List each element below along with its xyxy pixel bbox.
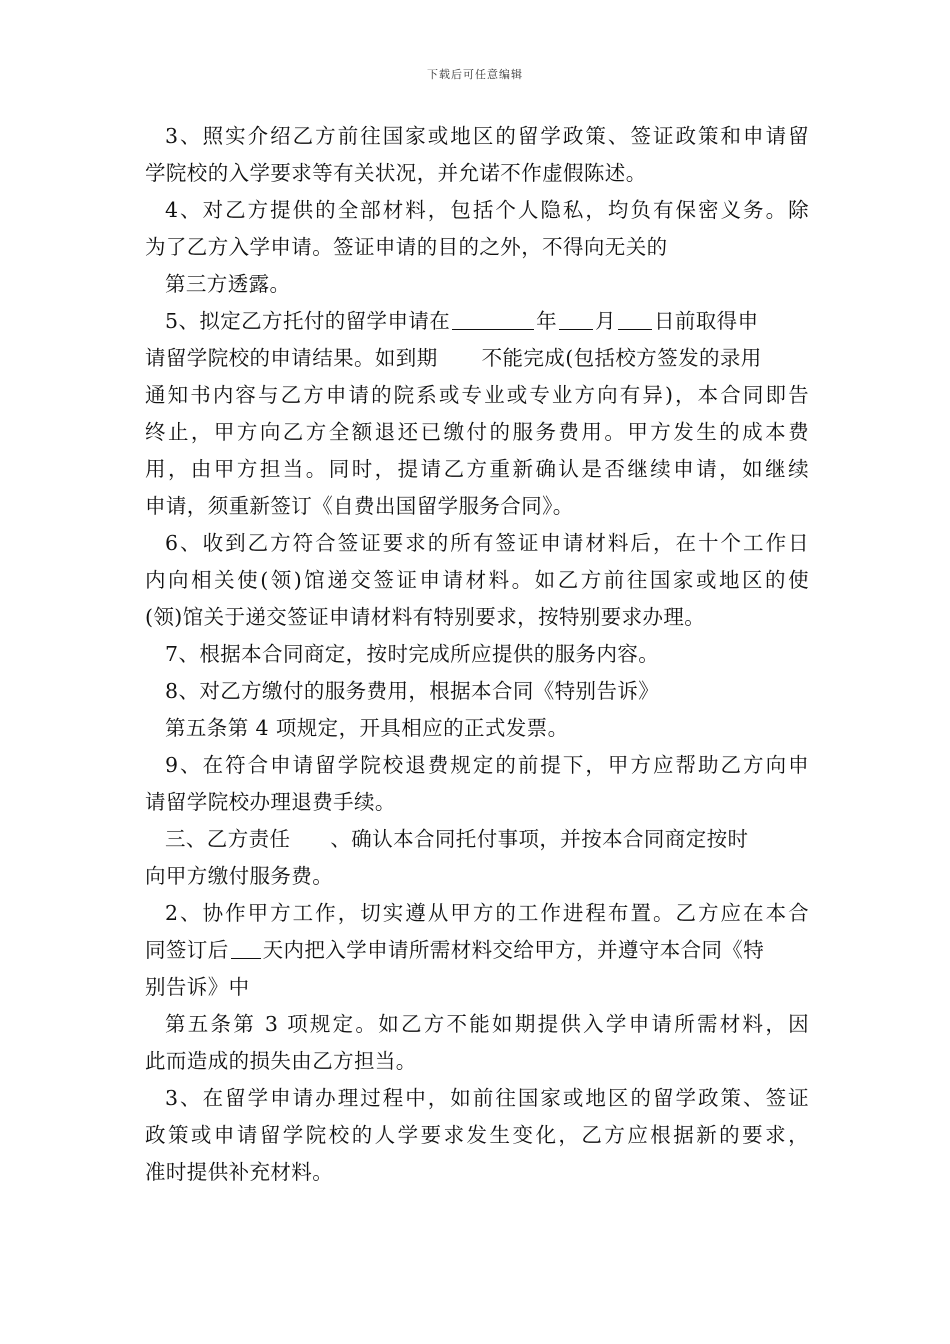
blank-field-days[interactable]	[231, 938, 261, 959]
text-segment: 同签订后	[145, 938, 229, 962]
text-line: 用，由甲方担当。同时，提请乙方重新确认是否继续申请，如继续	[145, 457, 809, 481]
blank-field-year[interactable]	[452, 309, 534, 330]
text-line: 申请，须重新签订《自费出国留学服务合同》。	[145, 494, 574, 518]
text-line: 第五条第 4 项规定，开具相应的正式发票。	[165, 716, 569, 740]
text-line: 3、在留学申请办理过程中，如前往国家或地区的留学政策、签证	[165, 1086, 809, 1110]
text-line: (领)馆关于递交签证申请材料有特别要求，按特别要求办理。	[145, 605, 706, 629]
text-segment: 5、拟定乙方托付的留学申请在	[165, 309, 451, 333]
text-line: 通知书内容与乙方申请的院系或专业或专业方向有异)，本合同即告	[145, 383, 809, 407]
text-line: 4、对乙方提供的全部材料，包括个人隐私，均负有保密义务。除	[165, 198, 809, 222]
text-line: 内向相关使(领)馆递交签证申请材料。如乙方前往国家或地区的使	[145, 568, 809, 592]
blank-field-month[interactable]	[559, 309, 593, 330]
text-line: 学院校的入学要求等有关状况，并允诺不作虚假陈述。	[145, 161, 647, 185]
text-line: 向甲方缴付服务费。	[145, 864, 334, 888]
text-line: 2、协作甲方工作，切实遵从甲方的工作进程布置。乙方应在本合	[165, 901, 809, 925]
text-line: 此而造成的损失由乙方担当。	[145, 1049, 417, 1073]
blank-field-day[interactable]	[618, 309, 652, 330]
text-segment: 、确认本合同托付事项，并按本合同商定按时	[330, 827, 749, 851]
text-line	[145, 303, 809, 340]
text-line: 8、对乙方缴付的服务费用，根据本合同《特别告诉》	[165, 679, 660, 703]
text-line: 7、根据本合同商定，按时完成所应提供的服务内容。	[165, 642, 660, 666]
text-line: 准时提供补充材料。	[145, 1160, 334, 1184]
text-line: 终止，甲方向乙方全额退还已缴付的服务费用。甲方发生的成本费	[145, 420, 809, 444]
text-line	[145, 932, 809, 969]
text-segment: 年	[536, 309, 558, 333]
text-segment: 请留学院校的申请结果。如到期	[145, 346, 438, 370]
text-line	[145, 340, 809, 377]
text-segment: 天内把入学申请所需材料交给甲方，并遵守本合同《特	[262, 938, 765, 962]
page-header: 下载后可任意编辑	[427, 68, 523, 81]
text-line: 政策或申请留学院校的人学要求发生变化，乙方应根据新的要求，	[145, 1123, 809, 1147]
text-line: 3、照实介绍乙方前往国家或地区的留学政策、签证政策和申请留	[165, 124, 809, 148]
text-line: 请留学院校办理退费手续。	[145, 790, 396, 814]
text-line: 6、收到乙方符合签证要求的所有签证申请材料后，在十个工作日	[165, 531, 809, 555]
text-line: 第五条第 3 项规定。如乙方不能如期提供入学申请所需材料，因	[165, 1012, 809, 1036]
text-line: 第三方透露。	[165, 272, 291, 296]
text-segment: 月	[595, 309, 616, 333]
text-segment: 日前取得申	[653, 309, 759, 333]
document-body	[145, 118, 809, 1191]
text-line: 9、在符合申请留学院校退费规定的前提下，甲方应帮助乙方向申	[165, 753, 809, 777]
section-heading-line	[145, 821, 809, 858]
text-line: 别告诉》中	[145, 975, 250, 999]
text-segment: 不能完成(包括校方签发的录用	[481, 346, 762, 370]
section-heading: 三、乙方责任	[165, 827, 291, 851]
text-line: 为了乙方入学申请。签证申请的目的之外，不得向无关的	[145, 235, 668, 259]
